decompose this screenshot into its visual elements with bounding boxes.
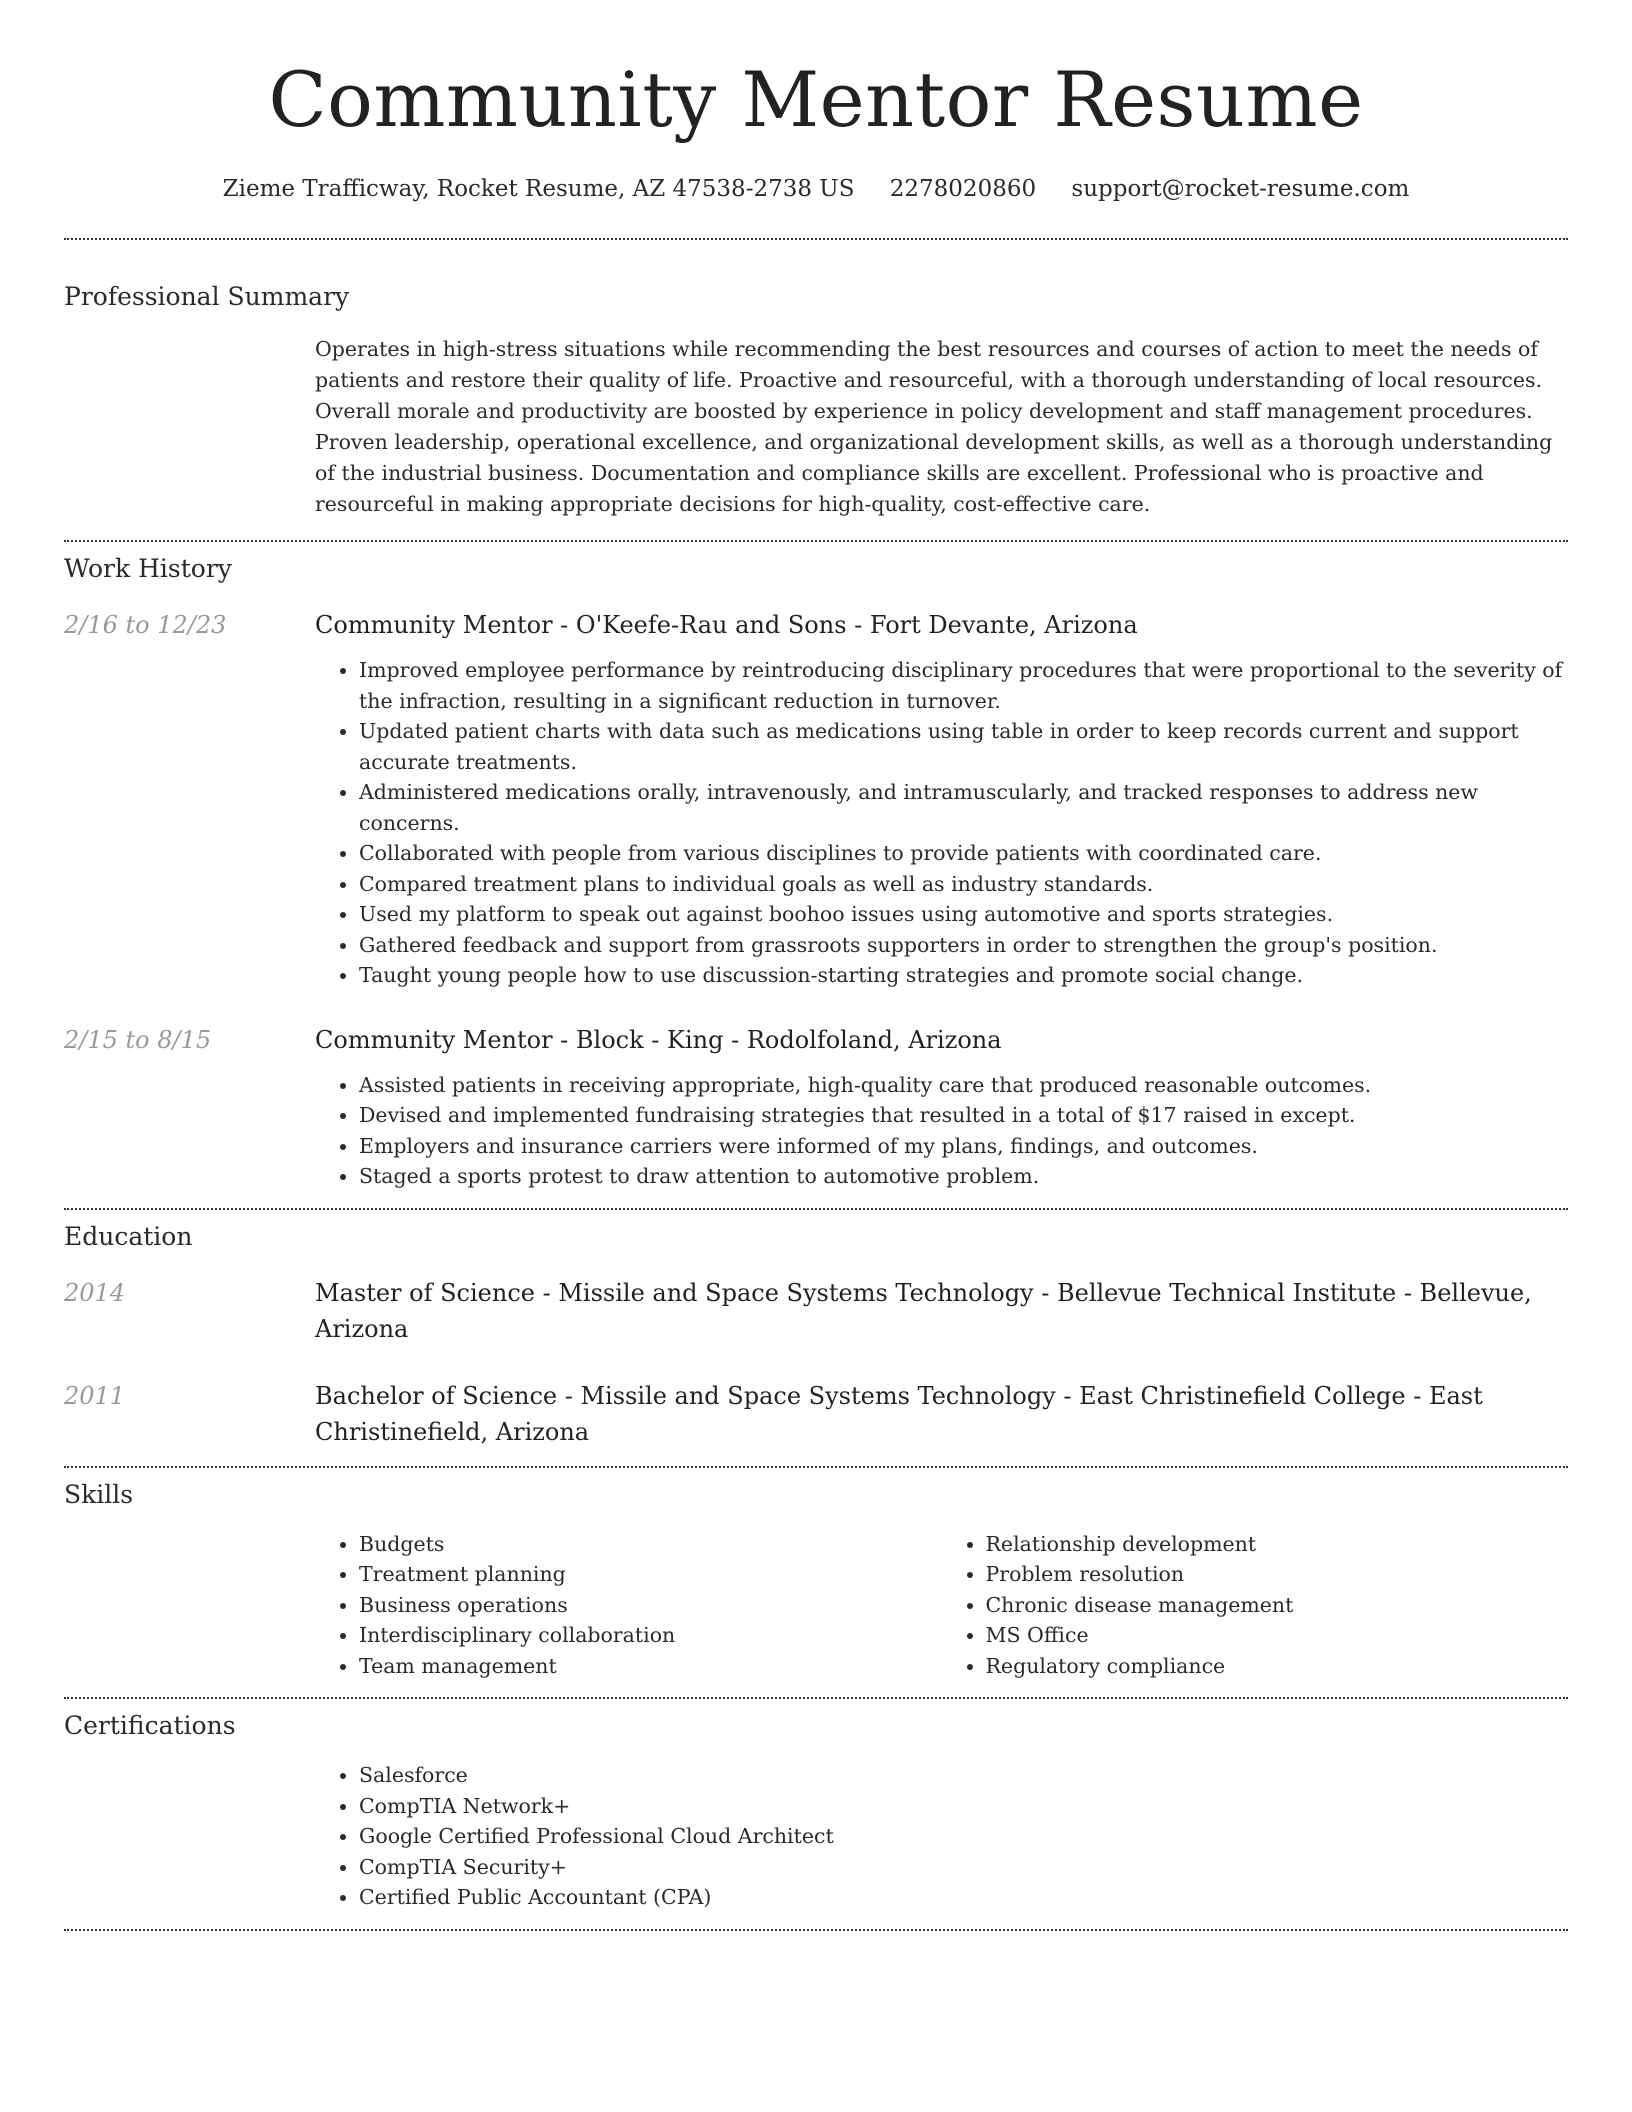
section-divider bbox=[64, 1466, 1568, 1468]
education-entry bbox=[64, 1275, 1568, 1347]
section-divider bbox=[64, 1929, 1568, 1931]
work-history-section bbox=[64, 552, 1568, 1192]
job-bullets bbox=[315, 655, 1568, 991]
education-section bbox=[64, 1220, 1568, 1450]
job-title: Community Mentor - O'Keefe-Rau and Sons - Fort Devante, Arizona bbox=[315, 611, 1138, 639]
skills-section bbox=[64, 1478, 1568, 1682]
contact-phone: 2278020860 bbox=[889, 176, 1037, 202]
list-item: • Assisted patients in receiving appropriate, high-quality care that produced reasonable outcomes. bbox=[359, 1070, 1568, 1101]
job-entry bbox=[64, 1022, 1568, 1192]
job-entry bbox=[64, 607, 1568, 991]
summary-section bbox=[64, 280, 1568, 520]
education-degree: Master of Science - Missile and Space Systems Technology bbox=[315, 1278, 1034, 1307]
list-item: • Used my platform to speak out against boohoo issues using automotive and sports strategies. bbox=[359, 899, 1568, 930]
skill-item: • Interdisciplinary collaboration bbox=[359, 1620, 942, 1651]
list-item: • Updated patient charts with data such as medications using table in order to keep records current and support accurate treatments. bbox=[359, 716, 1568, 777]
list-item: • Administered medications orally, intravenously, and intramuscularly, and tracked responses to address new concerns. bbox=[359, 777, 1568, 838]
section-divider bbox=[64, 540, 1568, 542]
list-item: • Collaborated with people from various disciplines to provide patients with coordinated care. bbox=[359, 838, 1568, 869]
education-school: - East Christinefield College - East Christinefield, Arizona bbox=[315, 1381, 1483, 1446]
certification-item: • Salesforce bbox=[359, 1760, 1568, 1791]
skill-item: • Treatment planning bbox=[359, 1559, 942, 1590]
summary-heading: Professional Summary bbox=[64, 282, 350, 311]
skill-item: • Business operations bbox=[359, 1590, 942, 1621]
certification-item: • CompTIA Network+ bbox=[359, 1791, 1568, 1822]
certifications-section bbox=[64, 1709, 1568, 1913]
education-heading: Education bbox=[64, 1221, 193, 1251]
skill-item: • Chronic disease management bbox=[986, 1590, 1569, 1621]
skill-item: • Relationship development bbox=[986, 1529, 1569, 1560]
education-entry bbox=[64, 1378, 1568, 1450]
list-item: • Improved employee performance by reintroducing disciplinary procedures that were proportional to the severity of the infraction, resulting in a significant reduction in turnover. bbox=[359, 655, 1568, 716]
education-title bbox=[315, 1378, 1568, 1450]
certifications-heading: Certifications bbox=[64, 1711, 236, 1740]
skills-column-left bbox=[315, 1529, 942, 1682]
list-item: • Taught young people how to use discussion-starting strategies and promote social change. bbox=[359, 960, 1568, 991]
education-degree: Bachelor of Science - Missile and Space Systems Technology bbox=[315, 1381, 1056, 1410]
education-title bbox=[315, 1275, 1568, 1347]
education-year: 2014 bbox=[64, 1278, 126, 1307]
job-dates: 2/16 to 12/23 bbox=[64, 611, 227, 639]
list-item: • Gathered feedback and support from grassroots supporters in order to strengthen the group's position. bbox=[359, 930, 1568, 961]
contact-email: support@rocket-resume.com bbox=[1071, 176, 1410, 202]
section-divider bbox=[64, 238, 1568, 240]
education-year: 2011 bbox=[64, 1381, 126, 1410]
skill-item: • Problem resolution bbox=[986, 1559, 1569, 1590]
job-dates: 2/15 to 8/15 bbox=[64, 1025, 212, 1054]
contact-address: Zieme Trafficway, Rocket Resume, AZ 47538-2738 US bbox=[222, 176, 855, 202]
resume-title: Community Mentor Resume bbox=[268, 55, 1364, 144]
work-history-heading: Work History bbox=[64, 554, 232, 583]
education-school: - Bellevue Technical Institute - Bellevue, Arizona bbox=[315, 1278, 1532, 1343]
skills-column-right bbox=[942, 1529, 1569, 1682]
list-item: • Devised and implemented fundraising strategies that resulted in a total of $17 raised in except. bbox=[359, 1100, 1568, 1131]
summary-text: Operates in high-stress situations while recommending the best resources and courses of action to meet the needs of patients and restore their quality of life. Proactive and resourceful, with a thorough understanding of local resources. Overall morale and productivity are boosted by experience in policy development and staff management procedures. Proven leadership, operational excellence, and organizational development skills, as well as a thorough understanding of the industrial business. Documentation and compliance skills are excellent. Professional who is proactive and resourceful in making appropriate decisions for high-quality, cost-effective care. bbox=[315, 337, 1553, 516]
list-item: • Staged a sports protest to draw attention to automotive problem. bbox=[359, 1161, 1568, 1192]
job-bullets bbox=[315, 1070, 1568, 1192]
skills-grid bbox=[315, 1529, 1568, 1682]
certification-item: • CompTIA Security+ bbox=[359, 1852, 1568, 1883]
skill-item: • Budgets bbox=[359, 1529, 942, 1560]
section-divider bbox=[64, 1697, 1568, 1699]
skill-item: • Regulatory compliance bbox=[986, 1651, 1569, 1682]
contact-line bbox=[64, 172, 1568, 206]
certifications-list bbox=[315, 1760, 1568, 1913]
skill-item: • Team management bbox=[359, 1651, 942, 1682]
certification-item: • Certified Public Accountant (CPA) bbox=[359, 1882, 1568, 1913]
section-divider bbox=[64, 1208, 1568, 1210]
list-item: • Compared treatment plans to individual goals as well as industry standards. bbox=[359, 869, 1568, 900]
certification-item: • Google Certified Professional Cloud Architect bbox=[359, 1821, 1568, 1852]
job-title: Community Mentor - Block - King - Rodolfoland, Arizona bbox=[315, 1025, 1002, 1054]
skills-heading: Skills bbox=[64, 1479, 134, 1509]
list-item: • Employers and insurance carriers were informed of my plans, findings, and outcomes. bbox=[359, 1131, 1568, 1162]
skill-item: • MS Office bbox=[986, 1620, 1569, 1651]
